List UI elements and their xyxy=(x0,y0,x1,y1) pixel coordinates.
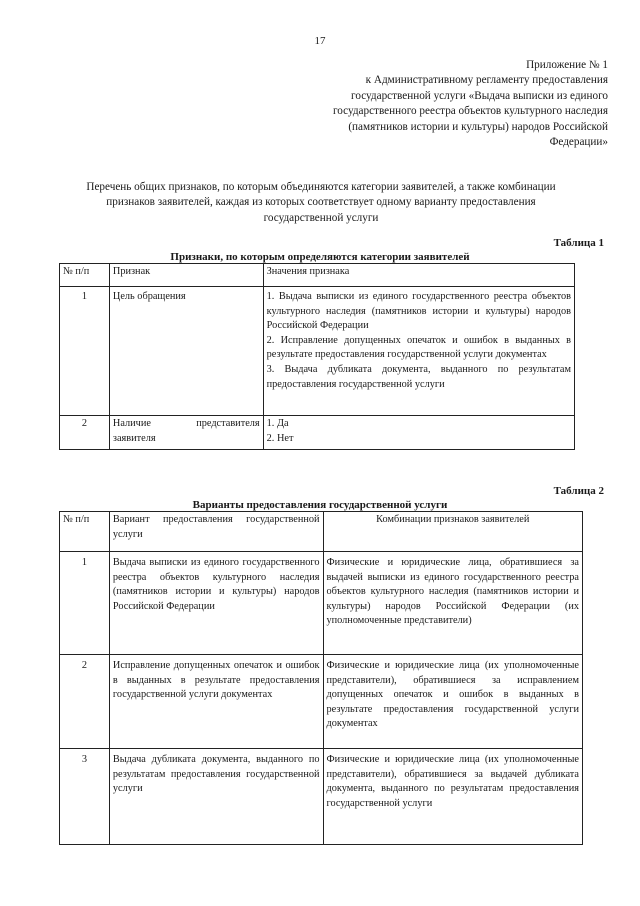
table-row xyxy=(60,655,583,749)
row-number: 1 xyxy=(60,287,110,416)
table-row xyxy=(60,552,583,655)
col-header-combination: Комбинации признаков заявителей xyxy=(323,512,583,552)
value-item: 1. Выдача выписки из единого государственного реестра объектов культурного наследия (памятников истории и культуры) народов Российской Федерации xyxy=(266,291,571,332)
col-header-number: № п/п xyxy=(60,264,110,287)
table-row xyxy=(60,416,575,450)
page-number: 17 xyxy=(314,35,326,47)
col-header-sign: Признак xyxy=(109,264,263,287)
row-variant: Выдача дубликата документа, выданного по результатам предоставления государственной услуги xyxy=(109,749,323,845)
row-number: 3 xyxy=(60,749,110,845)
appendix-line: государственного реестра объектов культурного наследия xyxy=(332,105,608,118)
intro-heading xyxy=(48,180,594,226)
row-variant: Исправление допущенных опечаток и ошибок в выданных в результате предоставления государственной услуги документах xyxy=(109,655,323,749)
row-combination: Физические и юридические лица (их уполномоченные представители), обратившиеся за исправлением допущенных опечаток и ошибок в выданных в результате предоставления государственной услуги документах xyxy=(323,655,583,749)
row-variant: Выдача выписки из единого государственного реестра объектов культурного наследия (памятников истории и культуры) народов Российской Федерации xyxy=(109,552,323,655)
intro-line: признаков заявителей, каждая из которых соответствует одному варианту предоставления xyxy=(106,196,536,209)
row-values xyxy=(263,416,574,450)
row-number: 1 xyxy=(60,552,110,655)
col-header-variant: Вариант предоставления государственной услуги xyxy=(109,512,323,552)
row-combination: Физические и юридические лица, обратившиеся за выдачей выписки из единого государственного реестра объектов культурного наследия (памятников истории и культуры) народов Российской Федерации (их уполномоченные представители) xyxy=(323,552,583,655)
row-combination: Физические и юридические лица (их уполномоченные представители), обратившиеся за выдачей дубликата документа, выданного по результатам предоставления государственной услуги xyxy=(323,749,583,845)
intro-line: Перечень общих признаков, по которым объединяются категории заявителей, а также комбинации xyxy=(86,181,556,193)
appendix-line: Федерации» xyxy=(549,136,608,149)
intro-line: государственной услуги xyxy=(263,211,379,224)
appendix-line: Приложение № 1 xyxy=(526,59,608,71)
table-row xyxy=(60,749,583,845)
appendix-line: к Административному регламенту предоставления xyxy=(365,74,608,87)
value-item: 1. Да xyxy=(266,418,289,429)
table2 xyxy=(59,511,583,845)
appendix-header xyxy=(268,58,608,151)
table-header-row xyxy=(60,264,575,287)
table1-caption: Признаки, по которым определяются категории заявителей xyxy=(170,251,470,263)
row-sign: Наличие представителя заявителя xyxy=(109,416,263,450)
value-item: 2. Исправление допущенных опечаток и ошибок в выданных в результате предоставления государственной услуги документах xyxy=(266,334,571,361)
appendix-line: государственной услуги «Выдача выписки из единого xyxy=(351,89,608,102)
value-item: 3. Выдача дубликата документа, выданного по результатам предоставления государственной услуги xyxy=(266,364,571,390)
table2-caption: Варианты предоставления государственной услуги xyxy=(192,499,448,511)
col-header-number: № п/п xyxy=(60,512,110,552)
col-header-values: Значения признака xyxy=(263,264,574,287)
table1 xyxy=(59,263,575,450)
row-number: 2 xyxy=(60,416,110,450)
table1-label: Таблица 1 xyxy=(553,237,604,249)
row-values xyxy=(263,287,574,416)
appendix-line: (памятников истории и культуры) народов Российской xyxy=(348,120,608,133)
table-header-row xyxy=(60,512,583,552)
table2-label: Таблица 2 xyxy=(553,485,604,497)
row-sign: Цель обращения xyxy=(109,287,263,416)
value-item: 2. Нет xyxy=(266,432,294,444)
row-number: 2 xyxy=(60,655,110,749)
table-row xyxy=(60,287,575,416)
